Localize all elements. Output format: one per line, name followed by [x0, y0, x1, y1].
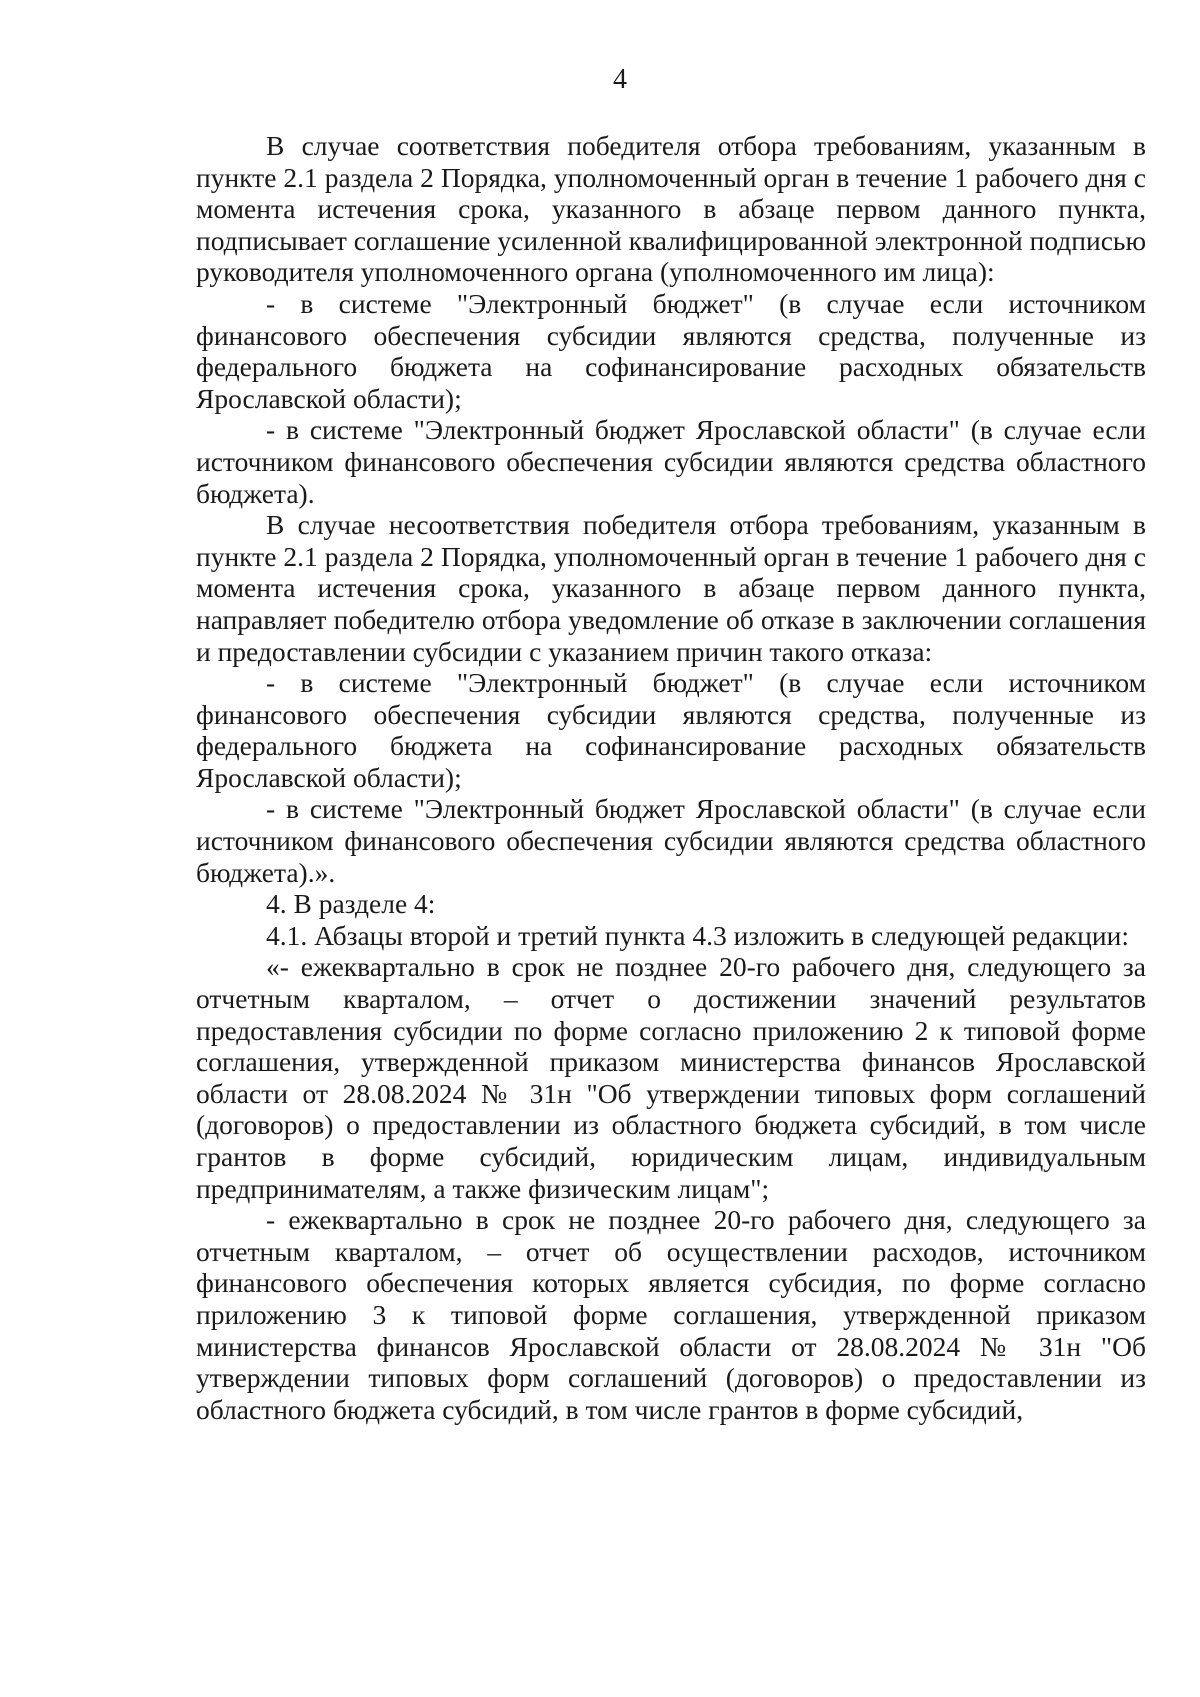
page-number: 4	[613, 64, 627, 95]
paragraph: - ежеквартально в срок не позднее 20-го рабочего дня, следующего за отчетным кварталом, – отчет об осуществлении расходов, источником финансового обеспечения которых является субсидия, по форме согласно приложению 3 к типовой форме соглашения, утвержденной приказом министерства финансов Ярославской области от 28.08.2024 № 31н "Об утверждении типовых форм соглашений (договоров) о предоставлении из областного бюджета субсидий, в том числе грантов в форме субсидий,	[196, 1204, 1146, 1425]
document-body	[196, 130, 1146, 1425]
paragraph: - в системе "Электронный бюджет" (в случае если источником финансового обеспечения субсидии являются средства, полученные из федерального бюджета на софинансирование расходных обязательств Ярославской области);	[196, 287, 1146, 414]
paragraph: - в системе "Электронный бюджет Ярославской области" (в случае если источником финансового обеспечения субсидии являются средства областного бюджета).	[196, 414, 1146, 509]
paragraph: 4. В разделе 4:	[266, 888, 436, 920]
paragraph: - в системе "Электронный бюджет Ярославской области" (в случае если источником финансового обеспечения субсидии являются средства областного бюджета).».	[196, 793, 1146, 888]
paragraph: 4.1. Абзацы второй и третий пункта 4.3 изложить в следующей редакции:	[266, 919, 1129, 951]
paragraph: В случае соответствия победителя отбора требованиям, указанным в пункте 2.1 раздела 2 Порядка, уполномоченный орган в течение 1 рабочего дня с момента истечения срока, указанного в абзаце первом данного пункта, подписывает соглашение усиленной квалифицированной электронной подписью руководителя уполномоченного органа (уполномоченного им лица):	[196, 130, 1146, 288]
paragraph: В случае несоответствия победителя отбора требованиям, указанным в пункте 2.1 раздела 2 Порядка, уполномоченный орган в течение 1 рабочего дня с момента истечения срока, указанного в абзаце первом данного пункта, направляет победителю отбора уведомление об отказе в заключении соглашения и предоставлении субсидии с указанием причин такого отказа:	[196, 509, 1146, 667]
paragraph: «- ежеквартально в срок не позднее 20-го рабочего дня, следующего за отчетным кварталом, – отчет о достижении значений результатов предоставления субсидии по форме согласно приложению 2 к типовой форме соглашения, утвержденной приказом министерства финансов Ярославской области от 28.08.2024 № 31н "Об утверждении типовых форм соглашений (договоров) о предоставлении из областного бюджета субсидий, в том числе грантов в форме субсидий, юридическим лицам, индивидуальным предпринимателям, а также физическим лицам";	[196, 951, 1146, 1204]
paragraph: - в системе "Электронный бюджет" (в случае если источником финансового обеспечения субсидии являются средства, полученные из федерального бюджета на софинансирование расходных обязательств Ярославской области);	[196, 667, 1146, 793]
